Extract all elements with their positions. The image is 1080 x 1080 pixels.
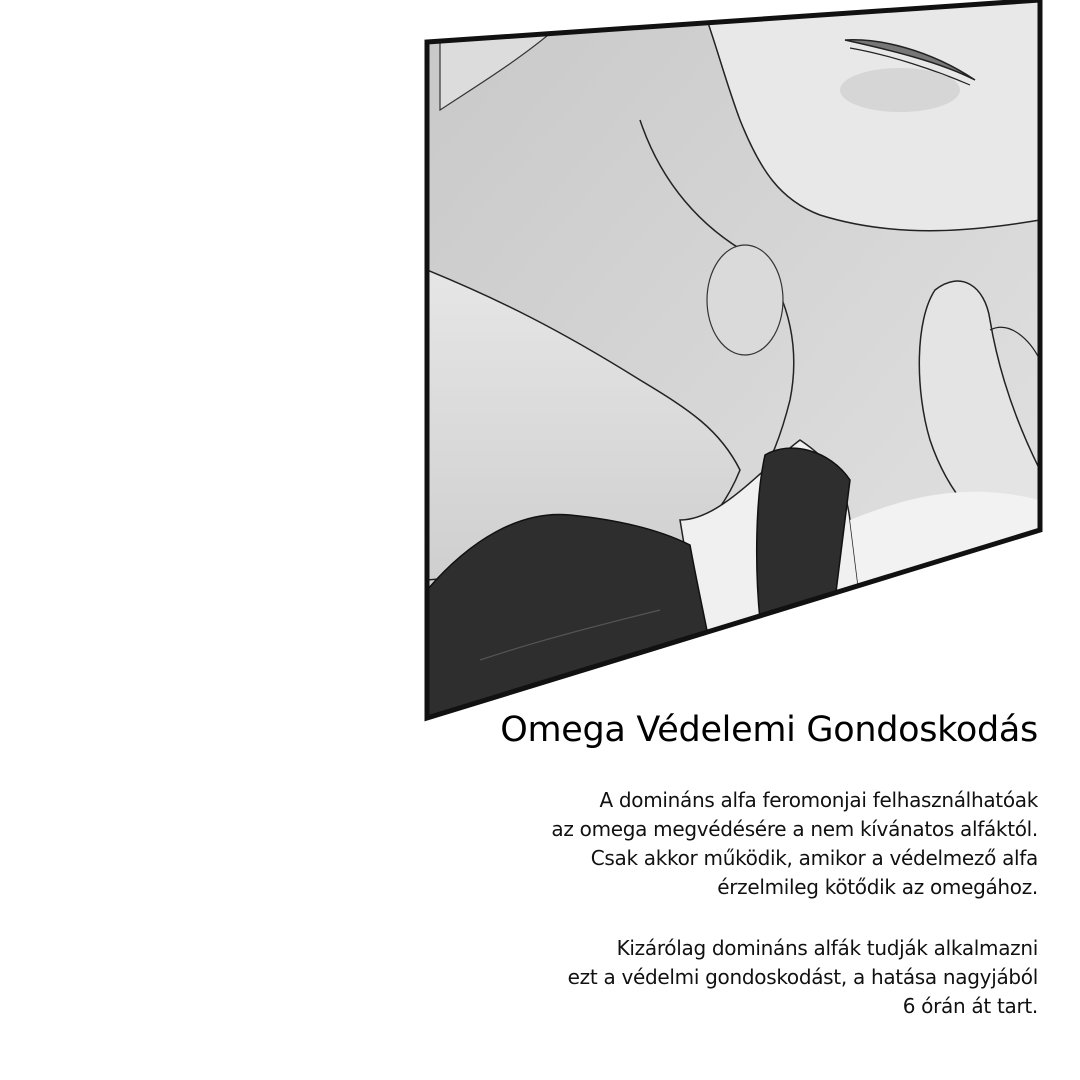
- description-paragraph-2: [568, 934, 1038, 1021]
- paragraph-1-line: Csak akkor működik, amikor a védelmező alfa: [590, 846, 1038, 870]
- description-paragraph-1: [551, 786, 1038, 902]
- page-title: Omega Védelemi Gondoskodás: [500, 710, 1038, 750]
- paragraph-1-line: érzelmileg kötődik az omegához.: [717, 875, 1038, 899]
- paragraph-2-line: ezt a védelmi gondoskodást, a hatása nagyjából: [567, 965, 1038, 989]
- paragraph-1-line: az omega megvédésére a nem kívánatos alfáktól.: [551, 817, 1038, 841]
- paragraph-1-line: A domináns alfa feromonjai felhasználhatóak: [599, 788, 1038, 812]
- paragraph-2-line: 6 órán át tart.: [902, 994, 1038, 1018]
- paragraph-2-line: Kizárólag domináns alfák tudják alkalmazni: [616, 936, 1038, 960]
